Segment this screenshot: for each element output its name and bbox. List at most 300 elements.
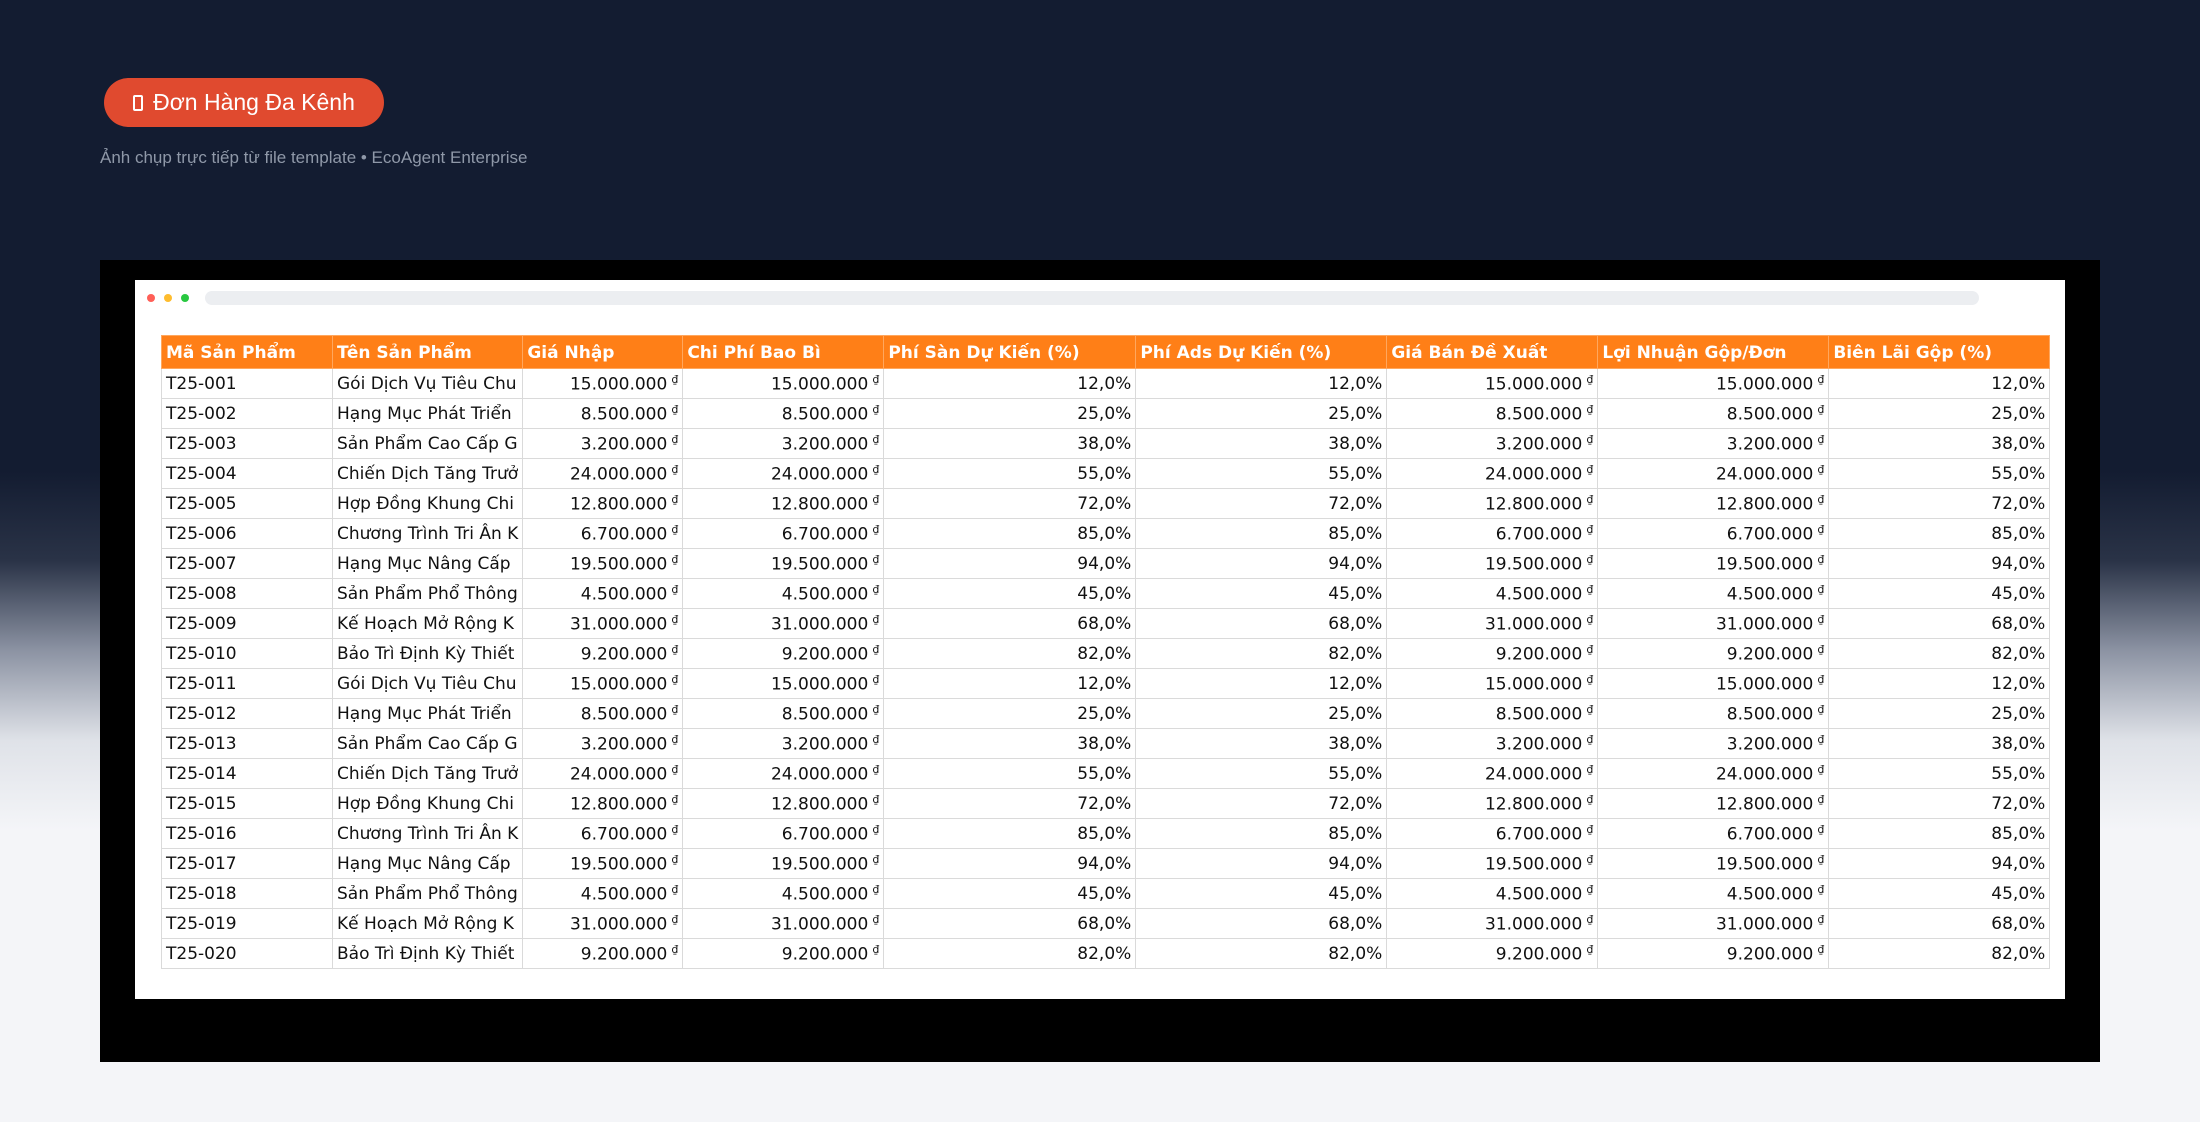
table-row (162, 669, 2050, 699)
table-cell[interactable] (683, 729, 884, 759)
cell-value: 15.000.000 (1715, 374, 1814, 395)
cell-value: 94,0% (1328, 553, 1383, 574)
table-cell[interactable] (333, 849, 523, 879)
table-cell[interactable] (333, 669, 523, 699)
cell-value: 6.700.000 (1495, 824, 1583, 845)
table-cell[interactable] (523, 819, 683, 849)
currency-symbol: ₫ (872, 462, 880, 476)
table-cell[interactable] (1829, 609, 2050, 639)
currency-symbol: ₫ (1817, 942, 1825, 956)
cell-value: 82,0% (1328, 643, 1383, 664)
table-cell[interactable] (1387, 939, 1598, 969)
cell-value: 31.000.000 (770, 614, 869, 635)
cell-value: Chiến Dịch Tăng Trưở (337, 463, 519, 484)
table-cell[interactable] (1387, 669, 1598, 699)
table-cell[interactable] (683, 759, 884, 789)
column-header[interactable]: Giá Nhập (523, 336, 683, 369)
table-cell[interactable] (884, 729, 1136, 759)
table-cell[interactable] (1387, 699, 1598, 729)
cell-value: Hạng Mục Nâng Cấp (337, 553, 511, 574)
minimize-dot-icon[interactable] (164, 294, 172, 302)
table-cell[interactable] (1136, 609, 1387, 639)
table-cell[interactable] (884, 909, 1136, 939)
cell-value: 68,0% (1328, 613, 1383, 634)
table-cell[interactable] (1136, 429, 1387, 459)
table-cell[interactable] (523, 789, 683, 819)
cell-value: T25-011 (166, 673, 237, 694)
cell-value: 8.500.000 (1495, 404, 1583, 425)
table-cell[interactable] (523, 669, 683, 699)
table-cell[interactable] (523, 639, 683, 669)
table-cell[interactable] (1829, 849, 2050, 879)
currency-symbol: ₫ (872, 732, 880, 746)
table-cell[interactable] (1387, 579, 1598, 609)
table-cell[interactable] (1387, 879, 1598, 909)
clipboard-icon (133, 95, 143, 111)
table-cell[interactable] (1387, 489, 1598, 519)
table-cell[interactable] (1387, 549, 1598, 579)
table-cell[interactable] (162, 789, 333, 819)
cell-value: 4.500.000 (781, 584, 869, 605)
table-cell[interactable] (1387, 519, 1598, 549)
table-cell[interactable] (683, 789, 884, 819)
table-cell[interactable] (1387, 609, 1598, 639)
cell-value: 38,0% (1991, 433, 2046, 454)
table-cell[interactable] (1598, 489, 1829, 519)
cell-value: T25-010 (166, 643, 237, 664)
cell-value: 15.000.000 (770, 374, 869, 395)
cell-value: 3.200.000 (1495, 734, 1583, 755)
table-cell[interactable] (683, 429, 884, 459)
table-cell[interactable] (162, 879, 333, 909)
table-cell[interactable] (333, 549, 523, 579)
cell-value: 94,0% (1077, 853, 1132, 874)
cell-value: 12.800.000 (1715, 494, 1814, 515)
cell-value: 4.500.000 (1495, 884, 1583, 905)
table-cell[interactable] (333, 939, 523, 969)
table-cell[interactable] (683, 399, 884, 429)
table-row (162, 489, 2050, 519)
table-cell[interactable] (333, 579, 523, 609)
close-dot-icon[interactable] (147, 294, 155, 302)
table-cell[interactable] (162, 489, 333, 519)
currency-symbol: ₫ (671, 402, 679, 416)
page-title-badge (104, 78, 384, 127)
table-cell[interactable] (162, 459, 333, 489)
table-cell[interactable] (1136, 909, 1387, 939)
table-cell[interactable] (162, 519, 333, 549)
cell-value: 72,0% (1991, 493, 2046, 514)
table-cell[interactable] (1387, 729, 1598, 759)
cell-value: 24.000.000 (569, 464, 668, 485)
table-cell[interactable] (523, 429, 683, 459)
table-cell[interactable] (1598, 819, 1829, 849)
cell-value: Sản Phẩm Phổ Thông (337, 583, 518, 604)
table-cell[interactable] (1829, 669, 2050, 699)
table-cell[interactable] (162, 549, 333, 579)
table-cell[interactable] (1136, 759, 1387, 789)
cell-value: 38,0% (1328, 433, 1383, 454)
table-cell[interactable] (884, 819, 1136, 849)
table-cell[interactable] (1829, 789, 2050, 819)
table-cell[interactable] (1598, 669, 1829, 699)
table-cell[interactable] (884, 549, 1136, 579)
table-cell[interactable] (333, 609, 523, 639)
table-cell[interactable] (884, 879, 1136, 909)
table-cell[interactable] (162, 909, 333, 939)
table-cell[interactable] (333, 399, 523, 429)
table-cell[interactable] (683, 909, 884, 939)
table-cell[interactable] (884, 489, 1136, 519)
currency-symbol: ₫ (872, 642, 880, 656)
table-cell[interactable] (1829, 639, 2050, 669)
window-controls (147, 294, 189, 302)
table-cell[interactable] (523, 369, 683, 399)
cell-value: 31.000.000 (770, 914, 869, 935)
currency-symbol: ₫ (1586, 552, 1594, 566)
table-cell[interactable] (523, 849, 683, 879)
table-cell[interactable] (523, 759, 683, 789)
currency-symbol: ₫ (1586, 462, 1594, 476)
table-cell[interactable] (683, 459, 884, 489)
table-cell[interactable] (683, 639, 884, 669)
table-cell[interactable] (1829, 579, 2050, 609)
table-cell[interactable] (884, 759, 1136, 789)
currency-symbol: ₫ (671, 522, 679, 536)
table-cell[interactable] (1136, 849, 1387, 879)
currency-symbol: ₫ (872, 702, 880, 716)
currency-symbol: ₫ (1817, 882, 1825, 896)
table-cell[interactable] (1387, 369, 1598, 399)
table-cell[interactable] (884, 609, 1136, 639)
table-cell[interactable] (683, 579, 884, 609)
table-cell[interactable] (1598, 699, 1829, 729)
table-cell[interactable] (1598, 759, 1829, 789)
table-cell[interactable] (333, 819, 523, 849)
cell-value: 9.200.000 (1726, 644, 1814, 665)
table-cell[interactable] (1136, 489, 1387, 519)
cell-value: T25-002 (166, 403, 237, 424)
currency-symbol: ₫ (1586, 882, 1594, 896)
cell-value: T25-003 (166, 433, 237, 454)
table-cell[interactable] (162, 759, 333, 789)
table-cell[interactable] (683, 879, 884, 909)
table-cell[interactable] (1387, 909, 1598, 939)
table-cell[interactable] (1136, 549, 1387, 579)
table-cell[interactable] (162, 669, 333, 699)
currency-symbol: ₫ (1817, 612, 1825, 626)
table-cell[interactable] (523, 459, 683, 489)
currency-symbol: ₫ (1586, 702, 1594, 716)
table-cell[interactable] (162, 579, 333, 609)
table-cell[interactable] (1829, 399, 2050, 429)
cell-value: 19.500.000 (569, 554, 668, 575)
cell-value: 82,0% (1077, 943, 1132, 964)
cell-value: Sản Phẩm Phổ Thông (337, 883, 518, 904)
table-cell[interactable] (1598, 429, 1829, 459)
currency-symbol: ₫ (671, 552, 679, 566)
table-cell[interactable] (683, 609, 884, 639)
table-cell[interactable] (1598, 639, 1829, 669)
cell-value: 19.500.000 (1484, 554, 1583, 575)
table-cell[interactable] (523, 909, 683, 939)
table-cell[interactable] (333, 759, 523, 789)
table-cell[interactable] (333, 879, 523, 909)
cell-value: 38,0% (1991, 733, 2046, 754)
cell-value: 25,0% (1077, 403, 1132, 424)
cell-value: 12.800.000 (1484, 494, 1583, 515)
table-cell[interactable] (1387, 819, 1598, 849)
table-cell[interactable] (1829, 549, 2050, 579)
table-cell[interactable] (523, 939, 683, 969)
table-cell[interactable] (1136, 519, 1387, 549)
table-cell[interactable] (1598, 579, 1829, 609)
table-row (162, 429, 2050, 459)
table-cell[interactable] (162, 819, 333, 849)
cell-value: T25-014 (166, 763, 237, 784)
table-cell[interactable] (1387, 639, 1598, 669)
cell-value: 15.000.000 (1715, 674, 1814, 695)
table-cell[interactable] (884, 939, 1136, 969)
table-cell[interactable] (1829, 729, 2050, 759)
currency-symbol: ₫ (1817, 822, 1825, 836)
table-cell[interactable] (1598, 369, 1829, 399)
table-cell[interactable] (1829, 879, 2050, 909)
table-cell[interactable] (1829, 699, 2050, 729)
table-cell[interactable] (523, 699, 683, 729)
table-cell[interactable] (1136, 819, 1387, 849)
table-cell[interactable] (884, 459, 1136, 489)
table-cell[interactable] (1598, 939, 1829, 969)
table-cell[interactable] (884, 579, 1136, 609)
table-cell[interactable] (162, 369, 333, 399)
table-cell[interactable] (683, 549, 884, 579)
cell-value: 72,0% (1077, 493, 1132, 514)
cell-value: 9.200.000 (781, 944, 869, 965)
cell-value: 12,0% (1077, 673, 1132, 694)
cell-value: Gói Dịch Vụ Tiêu Chu (337, 373, 517, 394)
table-cell[interactable] (523, 399, 683, 429)
maximize-dot-icon[interactable] (181, 294, 189, 302)
currency-symbol: ₫ (1586, 372, 1594, 386)
table-cell[interactable] (1598, 399, 1829, 429)
table-cell[interactable] (884, 369, 1136, 399)
table-cell[interactable] (1387, 459, 1598, 489)
table-cell[interactable] (884, 699, 1136, 729)
column-header[interactable]: Tên Sản Phẩm (333, 336, 523, 369)
currency-symbol: ₫ (872, 492, 880, 506)
cell-value: T25-015 (166, 793, 237, 814)
table-cell[interactable] (1387, 759, 1598, 789)
cell-value: 19.500.000 (770, 854, 869, 875)
table-cell[interactable] (1829, 489, 2050, 519)
table-cell[interactable] (333, 789, 523, 819)
cell-value: 82,0% (1991, 943, 2046, 964)
table-cell[interactable] (1387, 429, 1598, 459)
table-cell[interactable] (683, 369, 884, 399)
table-cell[interactable] (523, 519, 683, 549)
table-cell[interactable] (1136, 789, 1387, 819)
column-header[interactable]: Phí Sàn Dự Kiến (%) (884, 336, 1136, 369)
cell-value: 3.200.000 (580, 434, 668, 455)
table-cell[interactable] (1136, 699, 1387, 729)
cell-value: 6.700.000 (580, 524, 668, 545)
table-cell[interactable] (683, 819, 884, 849)
table-cell[interactable] (162, 639, 333, 669)
table-cell[interactable] (162, 429, 333, 459)
cell-value: 19.500.000 (1484, 854, 1583, 875)
cell-value: T25-019 (166, 913, 237, 934)
table-cell[interactable] (1598, 849, 1829, 879)
table-cell[interactable] (333, 639, 523, 669)
table-cell[interactable] (683, 669, 884, 699)
cell-value: 19.500.000 (569, 854, 668, 875)
table-cell[interactable] (162, 939, 333, 969)
cell-value: 31.000.000 (569, 614, 668, 635)
column-header[interactable]: Biên Lãi Gộp (%) (1829, 336, 2050, 369)
table-cell[interactable] (162, 729, 333, 759)
table-cell[interactable] (1829, 519, 2050, 549)
table-cell[interactable] (1829, 369, 2050, 399)
currency-symbol: ₫ (1817, 852, 1825, 866)
table-cell[interactable] (884, 639, 1136, 669)
table-cell[interactable] (523, 609, 683, 639)
cell-value: Hạng Mục Phát Triển (337, 703, 512, 724)
table-header-row (162, 336, 2050, 369)
table-row (162, 579, 2050, 609)
cell-value: 25,0% (1991, 703, 2046, 724)
column-header[interactable]: Phí Ads Dự Kiến (%) (1136, 336, 1387, 369)
cell-value: 72,0% (1991, 793, 2046, 814)
table-cell[interactable] (333, 429, 523, 459)
cell-value: 12.800.000 (569, 794, 668, 815)
table-cell[interactable] (1136, 669, 1387, 699)
table-cell[interactable] (523, 549, 683, 579)
table-cell[interactable] (333, 519, 523, 549)
column-header[interactable]: Mã Sản Phẩm (162, 336, 333, 369)
currency-symbol: ₫ (1817, 582, 1825, 596)
table-cell[interactable] (683, 939, 884, 969)
column-header[interactable]: Lợi Nhuận Gộp/Đơn (1598, 336, 1829, 369)
table-cell[interactable] (333, 909, 523, 939)
cell-value: 25,0% (1328, 703, 1383, 724)
table-cell[interactable] (884, 669, 1136, 699)
table-cell[interactable] (1829, 429, 2050, 459)
table-cell[interactable] (884, 399, 1136, 429)
cell-value: 68,0% (1077, 913, 1132, 934)
table-row (162, 639, 2050, 669)
table-cell[interactable] (162, 399, 333, 429)
table-cell[interactable] (523, 489, 683, 519)
table-cell[interactable] (1829, 939, 2050, 969)
table-cell[interactable] (1136, 369, 1387, 399)
table-cell[interactable] (884, 849, 1136, 879)
table-cell[interactable] (1136, 639, 1387, 669)
currency-symbol: ₫ (872, 762, 880, 776)
table-cell[interactable] (1598, 909, 1829, 939)
table-row (162, 549, 2050, 579)
column-header[interactable]: Chi Phí Bao Bì (683, 336, 884, 369)
cell-value: 94,0% (1991, 853, 2046, 874)
address-bar[interactable] (205, 291, 1979, 305)
table-cell[interactable] (683, 699, 884, 729)
table-cell[interactable] (1598, 729, 1829, 759)
table-cell[interactable] (333, 729, 523, 759)
cell-value: T25-007 (166, 553, 237, 574)
table-cell[interactable] (1136, 399, 1387, 429)
table-cell[interactable] (1387, 849, 1598, 879)
table-cell[interactable] (1136, 459, 1387, 489)
cell-value: 31.000.000 (1715, 914, 1814, 935)
cell-value: 15.000.000 (569, 374, 668, 395)
table-cell[interactable] (1598, 549, 1829, 579)
table-cell[interactable] (683, 489, 884, 519)
table-cell[interactable] (1598, 519, 1829, 549)
table-cell[interactable] (333, 369, 523, 399)
table-cell[interactable] (1829, 759, 2050, 789)
currency-symbol: ₫ (671, 762, 679, 776)
browser-window (135, 280, 2065, 999)
table-cell[interactable] (523, 879, 683, 909)
table-cell[interactable] (884, 789, 1136, 819)
cell-value: 12.800.000 (770, 794, 869, 815)
table-cell[interactable] (1136, 579, 1387, 609)
column-header[interactable]: Giá Bán Đề Xuất (1387, 336, 1598, 369)
cell-value: 8.500.000 (781, 704, 869, 725)
cell-value: Kế Hoạch Mở Rộng K (337, 613, 514, 634)
table-cell[interactable] (523, 579, 683, 609)
table-cell[interactable] (1387, 789, 1598, 819)
currency-symbol: ₫ (671, 882, 679, 896)
cell-value: Gói Dịch Vụ Tiêu Chu (337, 673, 517, 694)
table-cell[interactable] (1387, 399, 1598, 429)
table-cell[interactable] (683, 519, 884, 549)
currency-symbol: ₫ (872, 822, 880, 836)
table-cell[interactable] (162, 849, 333, 879)
table-cell[interactable] (1136, 939, 1387, 969)
table-cell[interactable] (1598, 789, 1829, 819)
table-cell[interactable] (333, 489, 523, 519)
cell-value: 3.200.000 (1495, 434, 1583, 455)
cell-value: 25,0% (1991, 403, 2046, 424)
currency-symbol: ₫ (671, 492, 679, 506)
cell-value: T25-013 (166, 733, 237, 754)
currency-symbol: ₫ (1586, 912, 1594, 926)
table-cell[interactable] (1598, 609, 1829, 639)
currency-symbol: ₫ (1817, 552, 1825, 566)
table-cell[interactable] (333, 459, 523, 489)
table-cell[interactable] (1829, 459, 2050, 489)
table-cell[interactable] (162, 699, 333, 729)
table-cell[interactable] (333, 699, 523, 729)
table-cell[interactable] (1598, 879, 1829, 909)
table-cell[interactable] (884, 519, 1136, 549)
table-cell[interactable] (884, 429, 1136, 459)
table-cell[interactable] (1829, 819, 2050, 849)
cell-value: Chương Trình Tri Ân K (337, 823, 519, 844)
table-cell[interactable] (162, 609, 333, 639)
table-row (162, 849, 2050, 879)
cell-value: T25-008 (166, 583, 237, 604)
table-cell[interactable] (1136, 729, 1387, 759)
table-cell[interactable] (1598, 459, 1829, 489)
table-cell[interactable] (523, 729, 683, 759)
table-cell[interactable] (683, 849, 884, 879)
table-cell[interactable] (1136, 879, 1387, 909)
table-cell[interactable] (1829, 909, 2050, 939)
currency-symbol: ₫ (872, 852, 880, 866)
currency-symbol: ₫ (1586, 672, 1594, 686)
